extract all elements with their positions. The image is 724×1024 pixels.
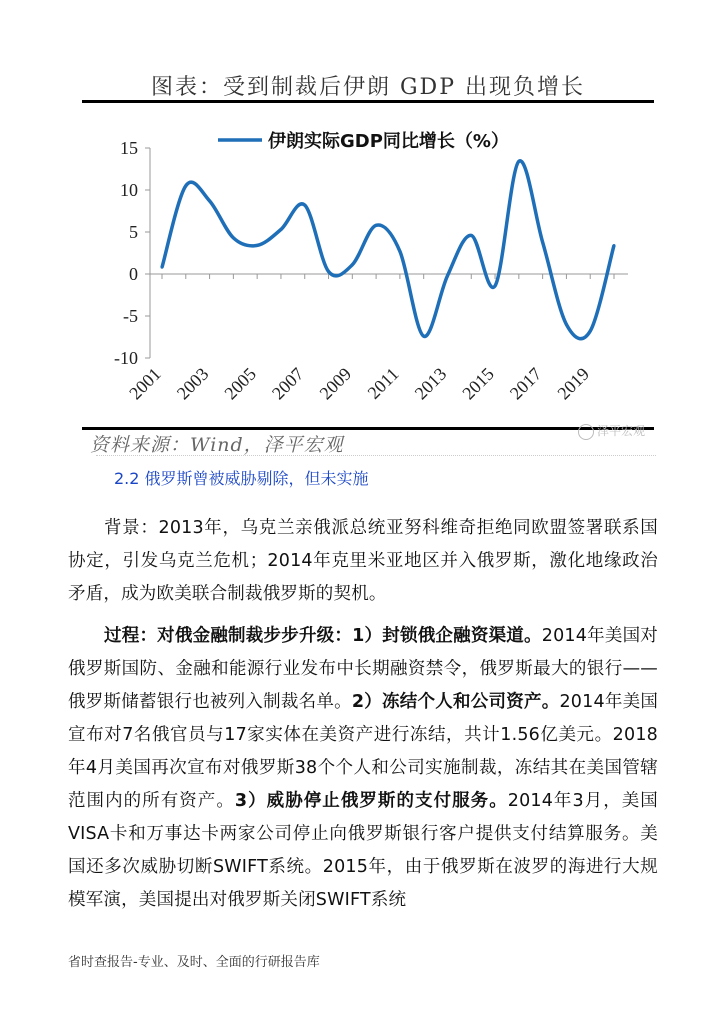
data-point: [398, 250, 401, 253]
x-tick-label: 2013: [410, 363, 451, 404]
y-tick-label: -10: [114, 348, 138, 368]
x-tick-label: 2015: [458, 363, 498, 404]
data-point: [565, 323, 568, 326]
gdp-line-chart: [0, 0, 724, 440]
paragraph-background: 背景：2013年，乌克兰亲俄派总统亚努科维奇拒绝同欧盟签署联系国协定，引发乌克兰危机；2014年克里米亚地区并入俄罗斯，激化地缘政治矛盾，成为欧美联合制裁俄罗斯的契机。: [68, 518, 658, 604]
watermark: [578, 422, 645, 440]
x-tick-label: 2017: [505, 363, 546, 404]
gdp-growth-line: [162, 161, 614, 339]
data-point: [279, 228, 282, 231]
data-point: [613, 244, 616, 247]
figure-title: 图表：受到制裁后伊朗 GDP 出现负增长: [150, 75, 585, 100]
figure-source: 资料来源：Wind，泽平宏观: [90, 434, 344, 456]
data-point: [422, 335, 425, 338]
data-point: [161, 266, 164, 269]
legend-label: 伊朗实际GDP同比增长（%）: [268, 131, 509, 152]
x-tick-label: 2005: [220, 363, 260, 404]
data-point: [232, 236, 235, 239]
data-point: [446, 274, 449, 277]
data-point: [184, 184, 187, 187]
paragraph-process: [68, 620, 658, 917]
data-point: [470, 234, 473, 237]
y-tick-label: 15: [120, 138, 138, 158]
x-tick-label: 2001: [125, 363, 165, 404]
data-point: [375, 224, 378, 227]
y-tick-label: 0: [129, 264, 138, 284]
data-point: [541, 241, 544, 244]
process-text-1: 2014年美国对俄罗斯国防、金融和能源行业发布中长期融资禁令，俄罗斯最大的银行——俄罗斯储蓄银行也被列入制裁名单。: [68, 626, 658, 712]
y-tick-label: 5: [129, 222, 138, 242]
divider: [96, 455, 656, 456]
x-tick-label: 2019: [553, 363, 594, 404]
process-text-3: 2014年3月，美国VISA卡和万事达卡两家公司停止向俄罗斯银行客户提供支付结算服务。美国还多次威胁切断SWIFT系统。2015年，由于俄罗斯在波罗的海进行大规模军演，美国提出对俄罗斯关闭SWIFT系统: [68, 791, 658, 910]
data-point: [589, 330, 592, 333]
data-point: [351, 263, 354, 266]
section-heading: 2.2 俄罗斯曾被威胁剔除，但未实施: [114, 469, 369, 488]
x-tick-label: 2003: [172, 363, 213, 404]
data-point: [327, 270, 330, 273]
y-tick-label: -5: [123, 306, 138, 326]
data-point: [208, 199, 211, 202]
watermark-logo-icon: [578, 424, 594, 440]
x-tick-label: 2007: [267, 363, 308, 404]
data-point: [303, 204, 306, 207]
footer-text: 省时查报告-专业、及时、全面的行研报告库: [68, 955, 320, 970]
data-point: [256, 244, 259, 247]
data-point: [517, 160, 520, 163]
process-text-2: 2014年美国宣布对7名俄官员与17家实体在美资产进行冻结，共计1.56亿美元。2018年4月美国再次宣布对俄罗斯38个个人和公司实施制裁，冻结其在美国管辖范围内的所有资产。: [68, 692, 659, 811]
x-tick-label: 2009: [315, 363, 356, 404]
x-tick-label: 2011: [363, 363, 403, 403]
watermark-text: 泽平宏观: [597, 424, 646, 438]
y-tick-label: 10: [120, 180, 138, 200]
process-bold-2: 2）冻结个人和公司资产。: [351, 692, 560, 712]
process-bold-1: 过程：对俄金融制裁步步升级：1）封锁俄企融资渠道。: [104, 626, 542, 646]
data-point: [494, 284, 497, 287]
process-bold-3: 3）威胁停止俄罗斯的支付服务。: [234, 791, 508, 811]
